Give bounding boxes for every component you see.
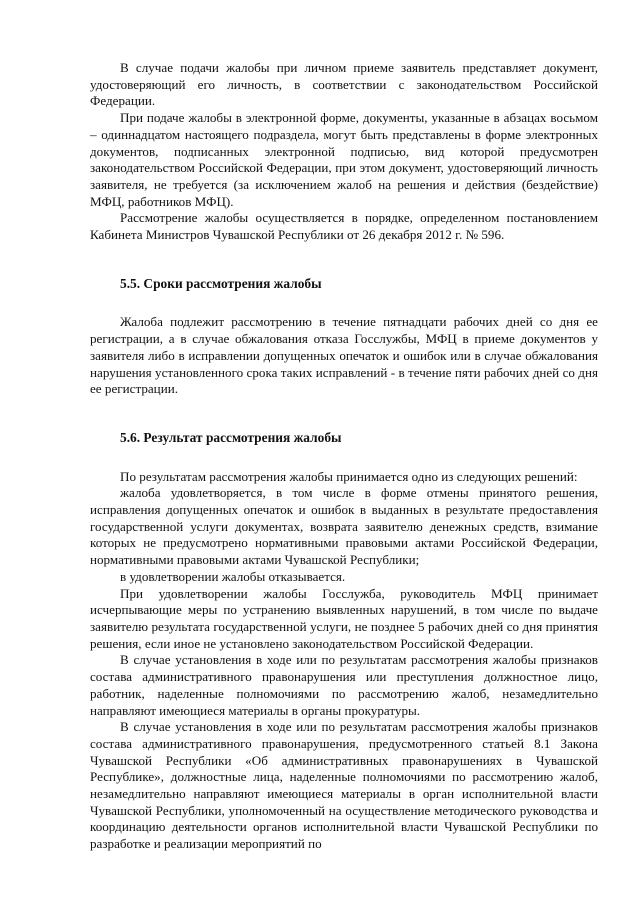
spacer [90,447,598,469]
paragraph-administrative-offense-referral: В случае установления в ходе или по результатам рассмотрения жалобы признаков состава административного правонарушения, предусмотренного статьей 8.1 Закона Чувашской Республики «Об административных правонарушениях в Чувашской Республике», должностные лица, наделенные полномочиями по рассмотрению жалоб, незамедлительно направляют имеющиеся материалы в орган исполнительной власти Чувашской Республики, уполномоченный на осуществление методического руководства и координацию деятельности органов исполнительной власти Чувашской Республики по разработке и реализации мероприятий по [90,719,598,852]
paragraph-personal-submission: В случае подачи жалобы при личном приеме заявитель представляет документ, удостоверяющий его личность, в соответствии с законодательством Российской Федерации. [90,60,598,109]
paragraph-electronic-submission: При подаче жалобы в электронной форме, документы, указанные в абзацах восьмом – одиннадцатом настоящего подраздела, могут быть представлены в форме электронных документов, подписанных электронной подписью, вид которой предусмотрен законодательством Российской Федерации, при этом документ, удостоверяющий личность заявителя, не требуется (за исключением жалоб на решения и действия (бездействие) МФЦ, работников МФЦ). [90,110,598,209]
paragraph-decision-options: По результатам рассмотрения жалобы принимается одно из следующих решений: [120,468,578,484]
paragraph-complaint-satisfied: жалоба удовлетворяется, в том числе в форме отмены принятого решения, исправления допущенных опечаток и ошибок в выданных в результате предоставления государственной услуги документах, возврата заявителю денежных средств, взимание которых не предусмотрено нормативными правовыми актами Российской Федерации, нормативными правовыми актами Чувашской Республики; [90,485,598,568]
section-5-5 [90,276,598,398]
paragraph-prosecution-referral: В случае установления в ходе или по результатам рассмотрения жалобы признаков состава административного правонарушения или преступления должностное лицо, работник, наделенные полномочиями по рассмотрению жалоб, незамедлительно направляют имеющиеся материалы в органы прокуратуры. [90,652,598,718]
spacer [90,398,598,430]
section-5-6 [90,430,598,853]
intro-block [90,60,598,244]
paragraph-review-deadline: Жалоба подлежит рассмотрению в течение пятнадцати рабочих дней со дня ее регистрации, а в случае обжалования отказа Госслужбы, МФЦ в приеме документов у заявителя либо в исправлении допущенных опечаток и ошибок или в случае обжалования нарушения установленного срока таких исправлений - в течение пяти рабочих дней со дня ее регистрации. [90,314,598,397]
spacer [90,244,598,276]
paragraph-remedy-measures: При удовлетворении жалобы Госслужба, руководитель МФЦ принимает исчерпывающие меры по устранению выявленных нарушений, в том числе по выдаче заявителю результата государственной услуги, не позднее 5 рабочих дней со дня принятия решения, если иное не установлено законодательством Российской Федерации. [90,585,598,651]
section-heading-review-terms: 5.5. Сроки рассмотрения жалобы [120,275,322,291]
spacer [90,292,598,314]
section-heading-review-result: 5.6. Результат рассмотрения жалобы [120,429,342,445]
paragraph-complaint-rejected: в удовлетворении жалобы отказывается. [120,568,346,584]
paragraph-review-procedure: Рассмотрение жалобы осуществляется в порядке, определенном постановлением Кабинета Министров Чувашской Республики от 26 декабря 2012 г. № 596. [90,210,598,243]
